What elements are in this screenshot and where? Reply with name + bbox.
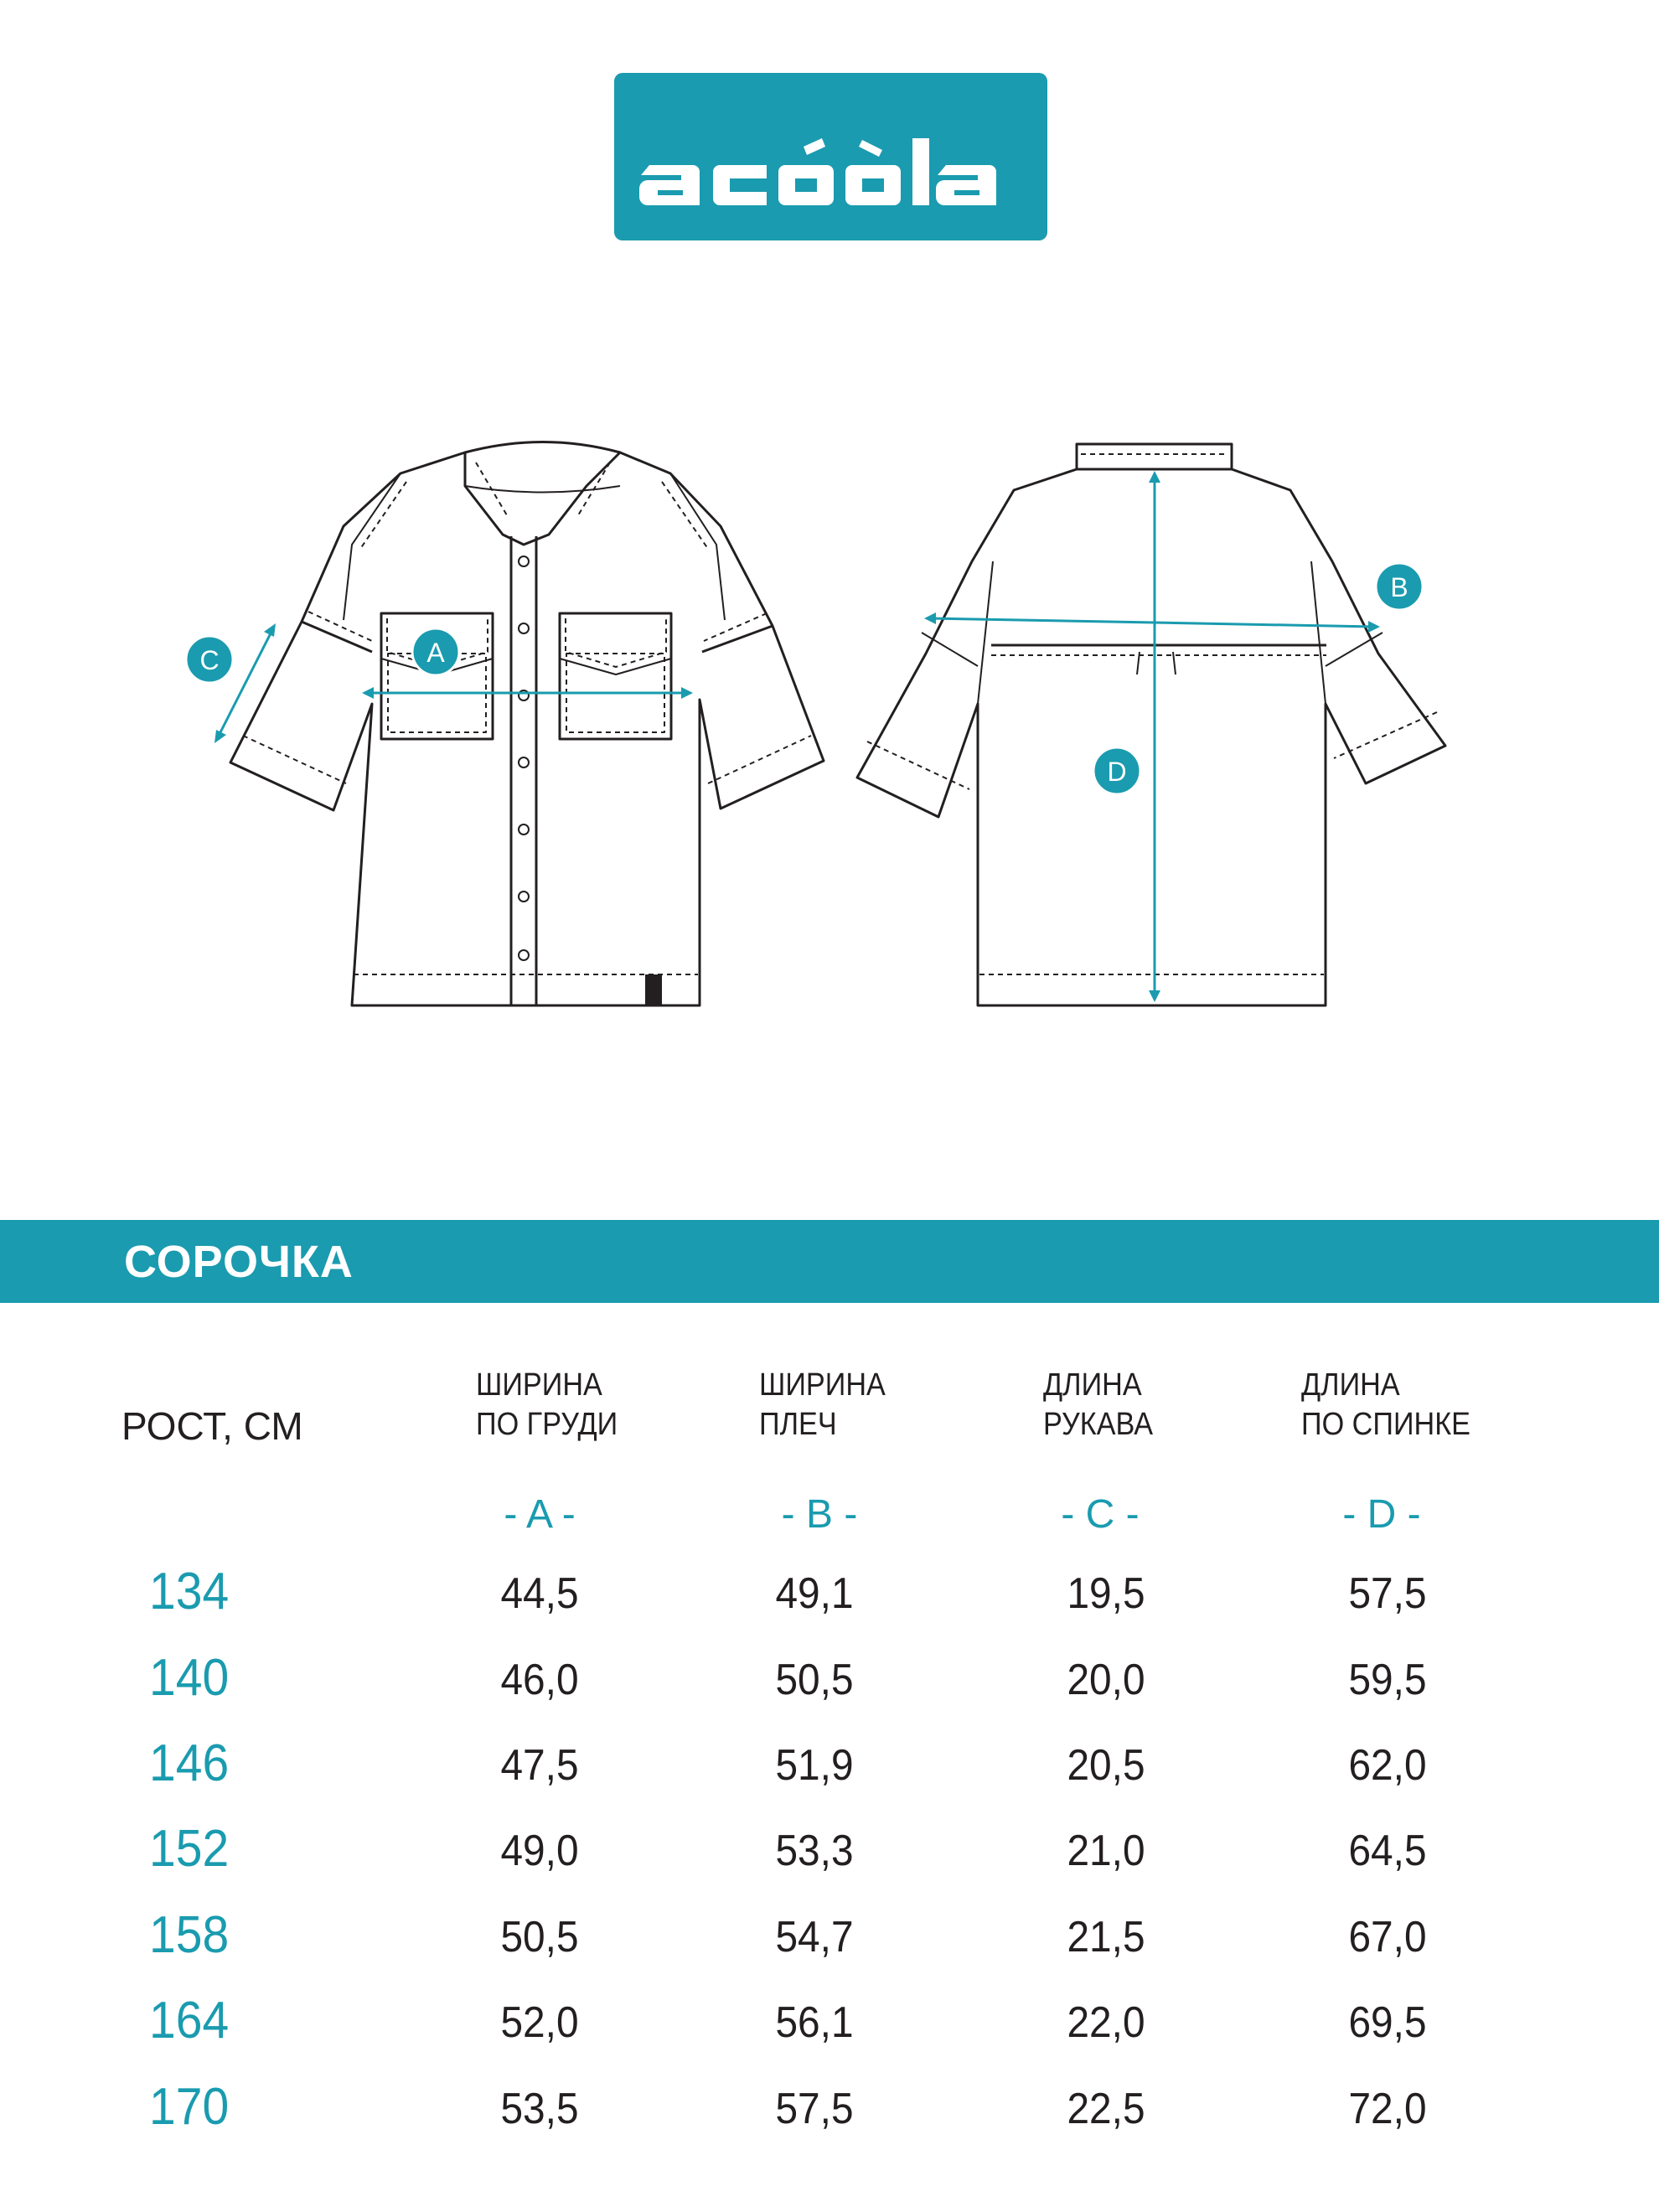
shirt-front-drawing [230,442,824,1006]
height-cell: 170 [149,2078,230,2136]
marker-b: B [1390,572,1408,602]
column-letter-d: - D - [1342,1492,1421,1537]
value-cell: 50,5 [775,1656,854,1704]
section-band [0,1220,1659,1303]
height-cell: 140 [149,1649,230,1707]
value-cell: 72,0 [1348,2085,1427,2133]
value-cell: 56,1 [775,1998,854,2047]
value-cell: 59,5 [1348,1656,1427,1704]
value-cell: 53,3 [775,1827,854,1875]
column-letter-a: - A - [504,1492,576,1537]
value-cell: 49,1 [775,1569,854,1618]
column-header-back-length: ДЛИНА ПО СПИНКЕ [1301,1367,1470,1442]
brand-logo [614,73,1047,240]
value-cell: 50,5 [500,1913,579,1961]
value-cell: 49,0 [500,1827,579,1875]
value-cell: 22,5 [1067,2085,1145,2133]
value-cell: 53,5 [500,2085,579,2133]
row-header-label: РОСТ, СМ [121,1404,303,1448]
value-cell: 47,5 [500,1741,579,1790]
value-cell: 20,0 [1067,1656,1145,1704]
value-cell: 22,0 [1067,1998,1145,2047]
marker-c: C [199,645,220,675]
value-cell: 64,5 [1348,1827,1427,1875]
height-cell: 164 [149,1992,230,2049]
column-letter-c: - C - [1061,1492,1140,1537]
value-cell: 51,9 [775,1741,854,1790]
value-cell: 54,7 [775,1913,854,1961]
acoola-logo-wordmark [614,73,1047,240]
value-cell: 67,0 [1348,1913,1427,1961]
value-cell: 44,5 [500,1569,579,1618]
height-cell: 134 [149,1563,230,1620]
value-cell: 21,0 [1067,1827,1145,1875]
marker-d: D [1107,757,1127,787]
size-table [0,1341,1659,2162]
value-cell: 69,5 [1348,1998,1427,2047]
column-header-sleeve-length: ДЛИНА РУКАВА [1043,1367,1154,1442]
column-header-shoulder-width: ШИРИНА ПЛЕЧ [759,1367,886,1442]
height-cell: 158 [149,1906,230,1964]
column-header-chest-width: ШИРИНА ПО ГРУДИ [476,1367,618,1442]
value-cell: 46,0 [500,1656,579,1704]
value-cell: 57,5 [1348,1569,1427,1618]
shirt-back-drawing [857,444,1445,1005]
shirt-technical-drawings [0,402,1659,1039]
value-cell: 21,5 [1067,1913,1145,1961]
height-cell: 146 [149,1734,230,1792]
value-cell: 57,5 [775,2085,854,2133]
column-letter-b: - B - [781,1492,858,1537]
section-title: СОРОЧКА [124,1237,354,1287]
measure-b-line [930,618,1374,627]
height-cell: 152 [149,1820,230,1878]
value-cell: 19,5 [1067,1569,1145,1618]
value-cell: 20,5 [1067,1741,1145,1790]
value-cell: 52,0 [500,1998,579,2047]
value-cell: 62,0 [1348,1741,1427,1790]
marker-a: A [426,638,445,668]
